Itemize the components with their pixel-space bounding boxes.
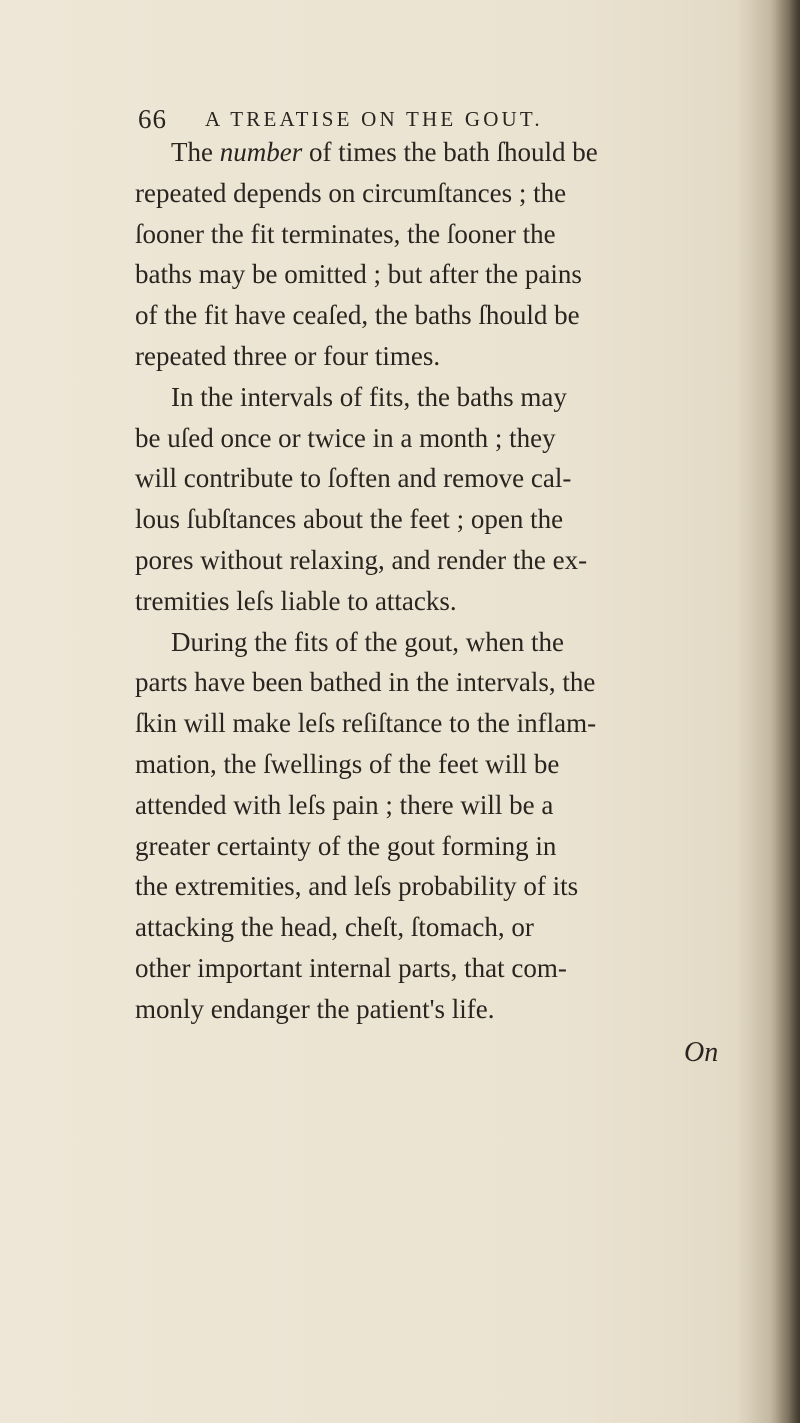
text-line: ſkin will make leſs reſiſtance to the inflam- xyxy=(135,708,597,739)
text-line: During the fits of the gout, when the xyxy=(171,626,564,657)
italic-word: number xyxy=(219,137,303,167)
text-line: lous ſubſtances about the feet ; open the xyxy=(135,504,564,535)
text-line: ſooner the fit terminates, the ſooner the xyxy=(135,218,556,249)
text-line: mation, the ſwellings of the feet will be xyxy=(135,748,560,779)
text-line: baths may be omitted ; but after the pains xyxy=(135,259,582,290)
text-line: will contribute to ſoften and remove cal- xyxy=(135,463,572,494)
text-line: greater certainty of the gout forming in xyxy=(135,830,557,861)
text-line: parts have been bathed in the intervals, the xyxy=(135,667,596,698)
text-line: repeated three or four times. xyxy=(135,340,441,371)
text-line: attended with leſs pain ; there will be a xyxy=(135,789,554,820)
text-line: In the intervals of fits, the baths may xyxy=(171,381,567,412)
text-line: pores without relaxing, and render the ex- xyxy=(135,544,588,575)
text-line: monly endanger the patient's life. xyxy=(135,993,495,1024)
page-number: 66 xyxy=(138,104,167,134)
text-line: attacking the head, cheſt, ſtomach, or xyxy=(135,912,534,943)
text-line: of the fit have ceaſed, the baths ſhould be xyxy=(135,300,580,331)
text-line: other important internal parts, that com- xyxy=(135,952,567,983)
text-line: tremities leſs liable to attacks. xyxy=(135,585,457,616)
body-text xyxy=(135,132,791,1030)
text-line: be uſed once or twice in a month ; they xyxy=(135,422,556,453)
text-line: the extremities, and leſs probability of its xyxy=(135,871,579,902)
catchword: On xyxy=(684,1037,719,1068)
running-head: A TREATISE ON THE GOUT. xyxy=(205,107,543,131)
text-line: repeated depends on circumſtances ; the xyxy=(135,177,567,208)
text-line: The number of times the bath ſhould be xyxy=(171,137,598,167)
